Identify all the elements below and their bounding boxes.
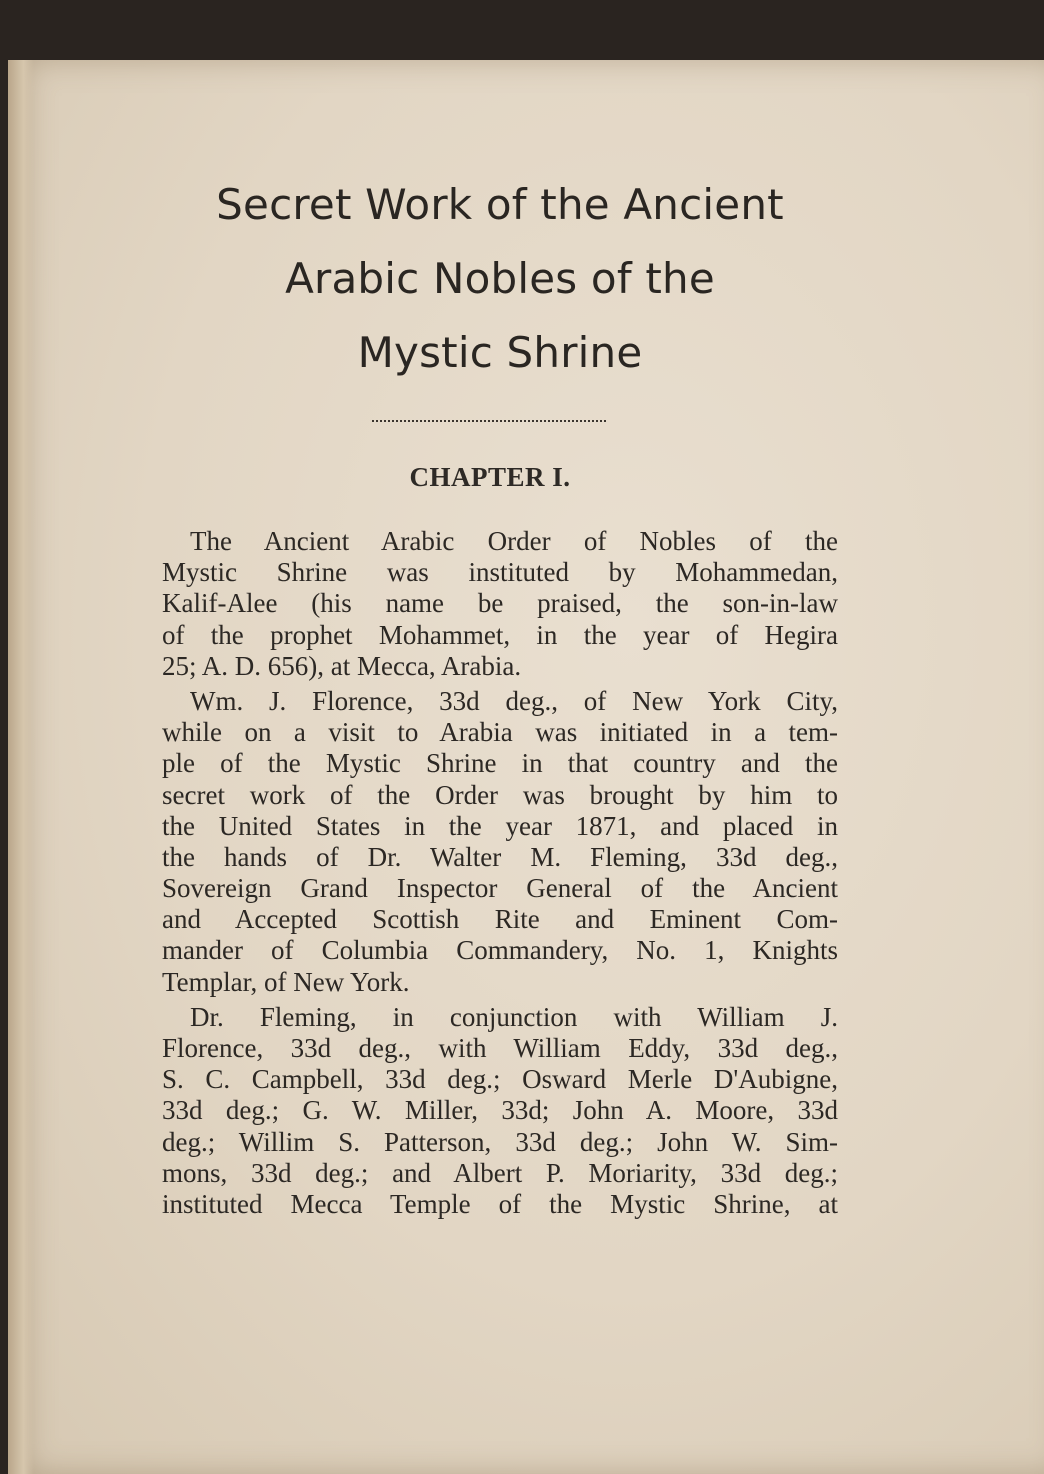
text-line: ple of the Mystic Shrine in that country and the (162, 748, 838, 779)
text-line: while on a visit to Arabia was initiated in a tem- (162, 717, 838, 748)
title-line: Mystic Shrine (357, 328, 643, 377)
text-line: Florence, 33d deg., with William Eddy, 33d deg., (162, 1033, 838, 1063)
title-line: Secret Work of the Ancient (216, 180, 784, 229)
text-line: and Accepted Scottish Rite and Eminent Com- (162, 904, 838, 935)
page-title (150, 168, 850, 390)
text-line: Dr. Fleming, in conjunction with William J. (190, 1001, 838, 1032)
text-line: mons, 33d deg.; and Albert P. Moriarity, 33d deg.; (162, 1157, 838, 1188)
text-line: The Ancient Arabic Order of Nobles of the (190, 526, 838, 556)
text-line: Wm. J. Florence, 33d deg., of New York City, (190, 685, 838, 716)
title-line: Arabic Nobles of the (285, 254, 715, 303)
text-line: Templar, of New York. (162, 966, 410, 997)
paragraph (162, 1002, 838, 1220)
text-line: mander of Columbia Commandery, No. 1, Knights (162, 935, 838, 966)
text-line: 25; A. D. 656), at Mecca, Arabia. (162, 650, 522, 681)
text-line: deg.; Willim S. Patterson, 33d deg.; John W. Sim- (162, 1126, 838, 1157)
text-line: 33d deg.; G. W. Miller, 33d; John A. Moore, 33d (162, 1095, 838, 1126)
dotted-divider (372, 420, 606, 422)
text-line: the hands of Dr. Walter M. Fleming, 33d deg., (162, 841, 838, 872)
chapter-heading: CHAPTER I. (409, 462, 571, 492)
text-line: Kalif-Alee (his name be praised, the son-in-law (162, 588, 838, 619)
paragraph (162, 686, 838, 998)
text-line: of the prophet Mohammet, in the year of Hegira (162, 619, 838, 650)
text-line: S. C. Campbell, 33d deg.; Osward Merle D'Aubigne, (162, 1064, 838, 1095)
text-line: secret work of the Order was brought by him to (162, 779, 838, 810)
text-line: Mystic Shrine was instituted by Mohammedan, (162, 557, 838, 588)
text-line: Sovereign Grand Inspector General of the Ancient (162, 873, 838, 904)
page-spine-shadow (8, 60, 34, 1474)
paragraph (162, 526, 838, 682)
text-line: the United States in the year 1871, and placed in (162, 810, 838, 841)
body-text (162, 526, 838, 1224)
text-line: instituted Mecca Temple of the Mystic Shrine, at (162, 1188, 838, 1219)
